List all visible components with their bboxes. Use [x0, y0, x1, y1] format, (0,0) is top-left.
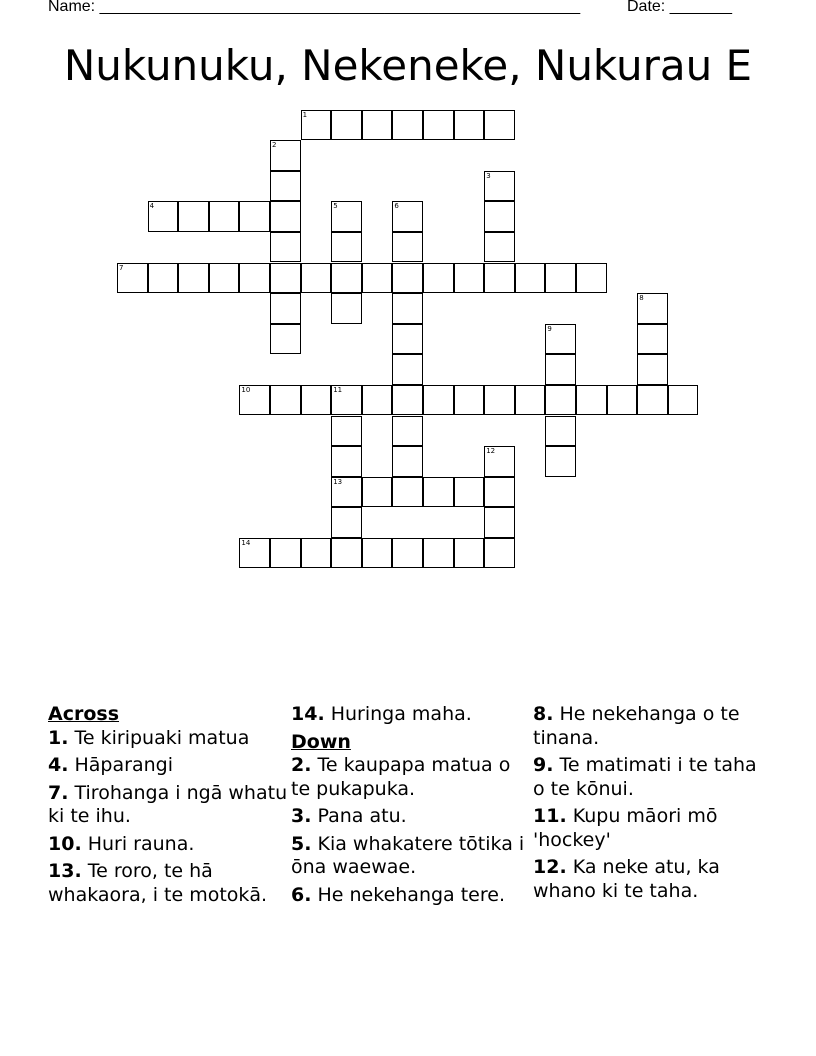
grid-cell[interactable] — [270, 140, 301, 171]
clue-down: 11. Kupu māori mō 'hockey' — [533, 805, 718, 851]
grid-cell[interactable] — [331, 416, 362, 447]
grid-cell[interactable] — [545, 263, 576, 294]
clue-column-1 — [48, 703, 288, 911]
grid-cell[interactable] — [423, 110, 454, 141]
grid-cell[interactable] — [484, 110, 515, 141]
grid-cell[interactable] — [545, 385, 576, 416]
clue-across: 1. Te kiripuaki matua — [48, 726, 250, 749]
grid-cell[interactable] — [484, 263, 515, 294]
grid-cell[interactable] — [423, 385, 454, 416]
grid-cell[interactable] — [392, 477, 423, 508]
grid-cell[interactable] — [362, 263, 393, 294]
grid-cell[interactable] — [362, 538, 393, 569]
grid-cell[interactable] — [362, 110, 393, 141]
clue-number: 3 — [486, 171, 491, 180]
grid-cell[interactable] — [484, 538, 515, 569]
grid-cell[interactable] — [301, 385, 332, 416]
grid-cell[interactable] — [637, 354, 668, 385]
grid-cell[interactable] — [209, 201, 240, 232]
grid-cell[interactable] — [178, 201, 209, 232]
grid-cell[interactable] — [239, 385, 270, 416]
grid-cell[interactable] — [392, 354, 423, 385]
clue-down: 12. Ka neke atu, ka whano ki te taha. — [533, 856, 720, 902]
grid-cell[interactable] — [423, 263, 454, 294]
grid-cell[interactable] — [392, 263, 423, 294]
grid-cell[interactable] — [270, 324, 301, 355]
grid-cell[interactable] — [331, 477, 362, 508]
grid-cell[interactable] — [331, 385, 362, 416]
grid-cell[interactable] — [270, 385, 301, 416]
grid-cell[interactable] — [484, 507, 515, 538]
grid-cell[interactable] — [331, 507, 362, 538]
grid-cell[interactable] — [668, 385, 699, 416]
grid-cell[interactable] — [484, 477, 515, 508]
grid-cell[interactable] — [270, 232, 301, 263]
grid-cell[interactable] — [331, 232, 362, 263]
grid-cell[interactable] — [545, 324, 576, 355]
grid-cell[interactable] — [454, 385, 485, 416]
grid-cell[interactable] — [362, 385, 393, 416]
grid-cell[interactable] — [331, 201, 362, 232]
grid-cell[interactable] — [392, 110, 423, 141]
clue-across: 13. Te roro, te hā whakaora, i te motokā. — [48, 860, 268, 906]
grid-cell[interactable] — [270, 293, 301, 324]
clue-number: 11 — [333, 385, 343, 394]
clue-across: 4. Hāparangi — [48, 754, 173, 776]
grid-cell[interactable] — [331, 293, 362, 324]
grid-cell[interactable] — [454, 263, 485, 294]
grid-cell[interactable] — [331, 446, 362, 477]
grid-cell[interactable] — [392, 446, 423, 477]
clue-number: 9 — [547, 324, 552, 333]
clue-down: 8. He nekehanga o te tinana. — [533, 703, 740, 749]
clue-number: 6 — [394, 202, 399, 211]
clue-down: 2. Te kaupapa matua o te pukapuka. — [291, 754, 511, 800]
grid-cell[interactable] — [117, 263, 148, 294]
grid-cell[interactable] — [209, 263, 240, 294]
grid-cell[interactable] — [392, 538, 423, 569]
grid-cell[interactable] — [454, 477, 485, 508]
grid-cell[interactable] — [637, 385, 668, 416]
grid-cell[interactable] — [392, 293, 423, 324]
grid-cell[interactable] — [148, 201, 179, 232]
grid-cell[interactable] — [392, 385, 423, 416]
grid-cell[interactable] — [484, 171, 515, 202]
clue-across: 7. Tirohanga i ngā whatu ki te ihu. — [48, 781, 288, 827]
grid-cell[interactable] — [515, 385, 546, 416]
clue-number: 7 — [119, 263, 124, 272]
grid-cell[interactable] — [637, 324, 668, 355]
grid-cell[interactable] — [637, 293, 668, 324]
clue-column-3 — [533, 703, 773, 907]
clue-number: 4 — [149, 202, 155, 211]
clue-down: 5. Kia whakatere tōtika i ōna waewae. — [291, 832, 525, 878]
grid-cell[interactable] — [392, 324, 423, 355]
grid-cell[interactable] — [301, 263, 332, 294]
clue-number: 14 — [241, 538, 251, 547]
grid-cell[interactable] — [270, 171, 301, 202]
grid-cell[interactable] — [484, 232, 515, 263]
clue-number: 1 — [302, 110, 308, 119]
clue-across: 10. Huri rauna. — [48, 832, 195, 855]
grid-cell[interactable] — [331, 263, 362, 294]
grid-cell[interactable] — [178, 263, 209, 294]
grid-cell[interactable] — [362, 477, 393, 508]
date-field: Date: _______ — [627, 0, 732, 15]
grid-cell[interactable] — [484, 385, 515, 416]
grid-cell[interactable] — [607, 385, 638, 416]
grid-cell[interactable] — [392, 232, 423, 263]
grid-cell[interactable] — [270, 538, 301, 569]
grid-cell[interactable] — [423, 477, 454, 508]
grid-cell[interactable] — [423, 538, 454, 569]
grid-cell[interactable] — [239, 263, 270, 294]
grid-cell[interactable] — [270, 201, 301, 232]
grid-cell[interactable] — [148, 263, 179, 294]
clue-down: 6. He nekehanga tere. — [291, 883, 505, 906]
clue-number: 10 — [241, 385, 251, 394]
grid-cell[interactable] — [545, 416, 576, 447]
clue-down: 9. Te matimati i te taha o te kōnui. — [533, 754, 757, 800]
grid-cell[interactable] — [270, 263, 301, 294]
name-field: Name: ______________________________________________________ — [48, 0, 581, 15]
clue-across: 14. Huringa maha. — [291, 703, 472, 725]
grid-cell[interactable] — [454, 110, 485, 141]
grid-cell[interactable] — [545, 446, 576, 477]
clue-number: 5 — [333, 202, 338, 211]
down-heading: Down — [291, 730, 351, 753]
grid-cell[interactable] — [392, 416, 423, 447]
grid-cell[interactable] — [484, 446, 515, 477]
grid-cell[interactable] — [515, 263, 546, 294]
grid-cell[interactable] — [545, 354, 576, 385]
clue-number: 13 — [333, 477, 343, 486]
grid-cell[interactable] — [576, 263, 607, 294]
grid-cell[interactable] — [239, 201, 270, 232]
grid-cell[interactable] — [484, 201, 515, 232]
grid-cell[interactable] — [331, 110, 362, 141]
grid-cell[interactable] — [331, 538, 362, 569]
clue-number: 8 — [639, 294, 644, 303]
clue-down: 3. Pana atu. — [291, 805, 407, 827]
clue-number: 12 — [486, 447, 496, 456]
page-title: Nukunuku, Nekeneke, Nukurau E — [63, 41, 753, 90]
grid-cell[interactable] — [392, 201, 423, 232]
grid-cell[interactable] — [301, 538, 332, 569]
across-heading: Across — [48, 703, 120, 725]
grid-cell[interactable] — [301, 110, 332, 141]
clue-column-2 — [291, 703, 531, 911]
grid-cell[interactable] — [239, 538, 270, 569]
grid-cell[interactable] — [454, 538, 485, 569]
clue-number: 2 — [272, 141, 277, 150]
grid-cell[interactable] — [576, 385, 607, 416]
